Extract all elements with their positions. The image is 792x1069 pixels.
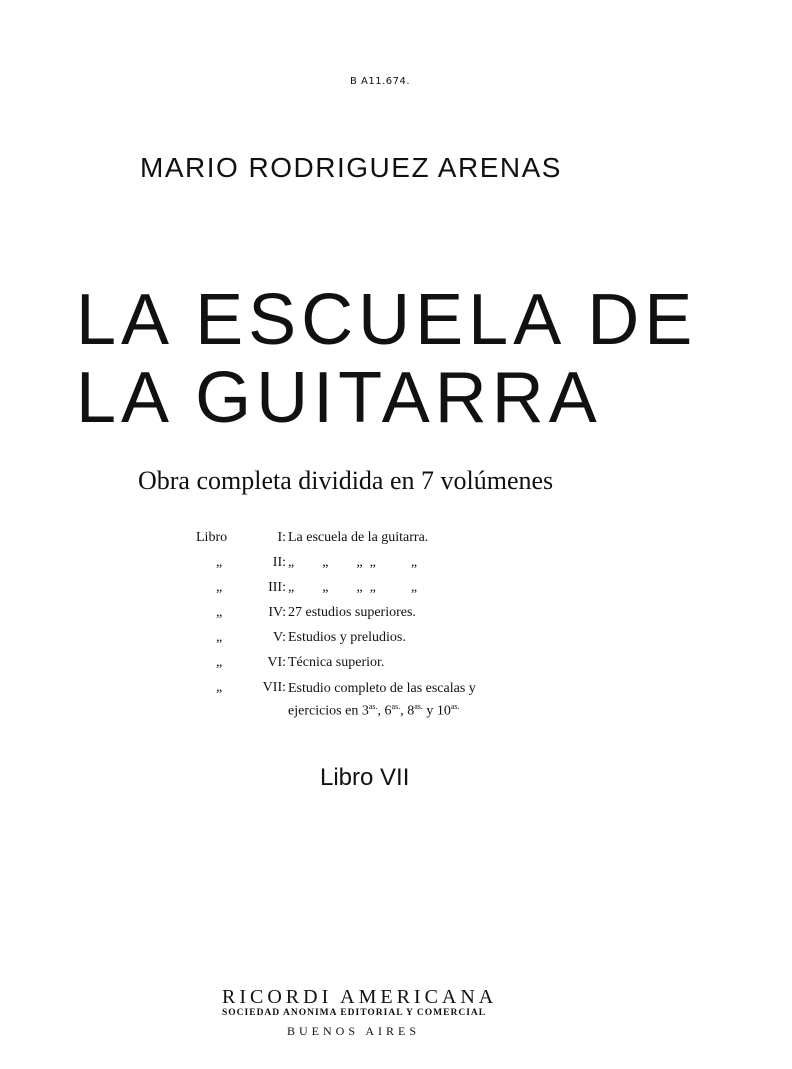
volume-description-line-1: Estudio completo de las escalas y	[288, 681, 476, 696]
volume-numeral: VII:	[262, 680, 286, 695]
subtitle: Obra completa dividida en 7 volúmenes	[138, 466, 554, 495]
volume-description: Técnica superior.	[288, 655, 385, 670]
volume-row	[196, 630, 596, 655]
volume-row	[196, 530, 596, 555]
book-label: Libro VII	[320, 764, 410, 791]
volume-description: 27 estudios superiores.	[288, 605, 416, 620]
volume-row	[196, 655, 596, 680]
volume-prefix: „	[216, 555, 223, 570]
author-name: MARIO RODRIGUEZ ARENAS	[140, 152, 562, 183]
volume-list	[196, 530, 596, 724]
title-line-1: LA ESCUELA DE	[76, 280, 698, 360]
volume-description: La escuela de la guitarra.	[288, 530, 429, 545]
volume-prefix: „	[216, 580, 223, 595]
volume-numeral: IV:	[268, 605, 286, 620]
publisher-name: RICORDI AMERICANA	[222, 986, 498, 1008]
title-line-2: LA GUITARRA	[76, 358, 602, 438]
volume-numeral: II:	[272, 555, 286, 570]
volume-row	[196, 555, 596, 580]
volume-numeral: III:	[268, 580, 286, 595]
volume-description: Estudios y preludios.	[288, 630, 406, 645]
volume-description: „ „ „ „ „	[288, 580, 418, 595]
volume-row	[196, 580, 596, 605]
publisher-company: SOCIEDAD ANONIMA EDITORIAL Y COMERCIAL	[222, 1008, 487, 1018]
volume-prefix: „	[216, 655, 223, 670]
volume-numeral: VI:	[267, 655, 286, 670]
volume-description: „ „ „ „ „	[288, 555, 418, 570]
publisher-city: BUENOS AIRES	[287, 1024, 421, 1038]
volume-row	[196, 680, 596, 724]
volume-prefix: „	[216, 605, 223, 620]
volume-row	[196, 605, 596, 630]
volume-prefix: Libro	[196, 530, 228, 545]
volume-description: Estudio completo de las escalas y ejercicios en $3^{as.}$, $6^{as.}$, $8^{as.}$ y $10^{as.}$	[288, 681, 476, 719]
volume-numeral: I:	[277, 530, 286, 545]
volume-numeral: V:	[273, 630, 286, 645]
catalog-number: B A11.674.	[349, 76, 411, 87]
volume-prefix: „	[216, 680, 223, 695]
volume-prefix: „	[216, 630, 223, 645]
